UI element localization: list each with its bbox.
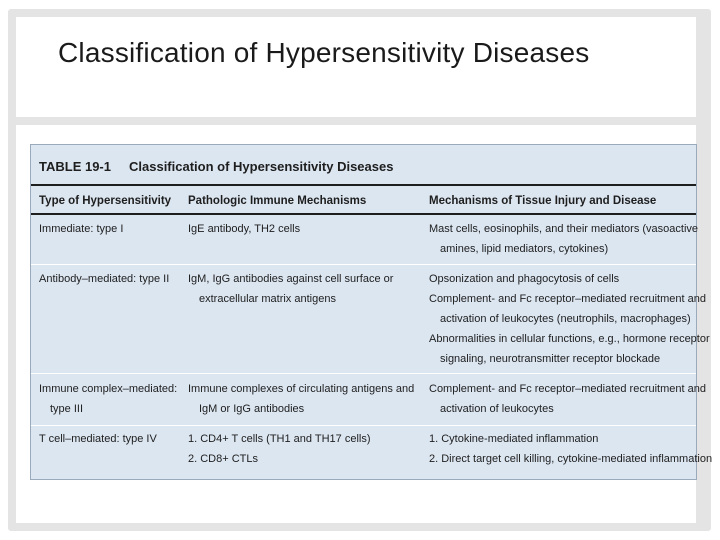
table-row-4-type: T cell–mediated: type IV: [39, 433, 157, 445]
table-row-1-injury: Mast cells, eosinophils, and their mediators (vasoactive amines, lipid mediators, cytokines): [429, 223, 699, 255]
table-row-4-injury: 1. Cytokine-mediated inflammation 2. Direct target cell killing, cytokine-mediated inflammation: [429, 433, 713, 465]
header-rule: [31, 213, 696, 215]
table-number: TABLE 19-1: [39, 159, 111, 174]
row-divider: [31, 264, 696, 265]
row-divider: [31, 373, 696, 374]
table-caption-text: Classification of Hypersensitivity Diseases: [129, 159, 394, 174]
table-row-2-injury: Opsonization and phagocytosis of cells Complement- and Fc receptor–mediated recruitment and activation of leukocytes (neutrophils, macrophages) Abnormalities in cellular functions, e.g., hormone receptor signaling, neurotransmitter receptor blockade: [429, 273, 710, 365]
header-type: Type of Hypersensitivity: [39, 195, 172, 207]
row-divider: [31, 425, 696, 426]
table-row-4-pathologic: 1. CD4+ T cells (TH1 and TH17 cells) 2. CD8+ CTLs: [188, 433, 371, 465]
table-row-3-type: Immune complex–mediated: type III: [39, 383, 178, 415]
header-pathologic: Pathologic Immune Mechanisms: [188, 195, 367, 207]
hypersensitivity-table: [30, 144, 713, 480]
table-row-1-pathologic: IgE antibody, TH2 cells: [188, 223, 301, 235]
table-caption: [39, 159, 393, 174]
table-row-2-type: Antibody–mediated: type II: [39, 273, 170, 285]
caption-rule: [31, 184, 696, 186]
table-row-3-injury: Complement- and Fc receptor–mediated recruitment and activation of leukocytes: [429, 383, 706, 415]
table-row-1-type: Immediate: type I: [39, 223, 124, 235]
table-row-2-pathologic: IgM, IgG antibodies against cell surface or extracellular matrix antigens: [188, 273, 394, 305]
table-row-3-pathologic: Immune complexes of circulating antigens and IgM or IgG antibodies: [188, 383, 415, 415]
slide-title: Classification of Hypersensitivity Diseases: [58, 37, 590, 68]
header-injury: Mechanisms of Tissue Injury and Disease: [429, 195, 657, 207]
